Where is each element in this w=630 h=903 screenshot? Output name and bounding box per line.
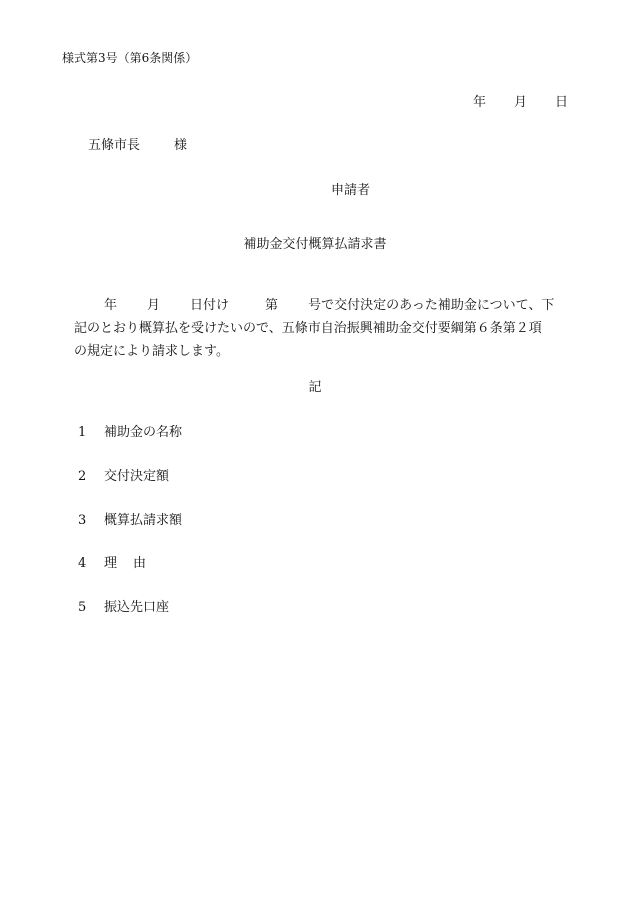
- document-title: 補助金交付概算払請求書: [243, 237, 387, 252]
- item-number: 3: [78, 513, 87, 528]
- item-name: 振込先口座: [104, 600, 170, 615]
- addressee: [88, 139, 187, 152]
- date-month-label: 月: [513, 95, 527, 110]
- body-date-suffix: 日付け: [190, 298, 230, 313]
- body-line-1-rest: 号で交付決定のあった補助金について、下: [308, 298, 555, 313]
- body-line-1: [74, 294, 564, 317]
- body-month-label: 月: [147, 298, 161, 313]
- addressee-honorific: 様: [174, 138, 188, 153]
- item-name-part-1: 理: [104, 556, 118, 571]
- addressee-name: 五條市長: [88, 138, 141, 153]
- item-name: 交付決定額: [104, 469, 170, 484]
- applicant-label: 申請者: [331, 183, 371, 198]
- item-name: 補助金の名称: [104, 425, 183, 440]
- list-item-bank-account: [78, 601, 169, 614]
- item-number: 4: [78, 556, 87, 571]
- list-item-grant-name: [78, 426, 182, 439]
- body-year-label: 年: [104, 298, 118, 313]
- form-number: 様式第3号（第6条関係）: [62, 51, 198, 65]
- body-line-2: 記のとおり概算払を受けたいので、五條市自治振興補助金交付要綱第６条第２項: [74, 321, 542, 336]
- item-number: 1: [78, 425, 87, 440]
- body-paragraph: [74, 294, 564, 363]
- item-number: 2: [78, 469, 87, 484]
- item-name-part-2: 由: [133, 556, 147, 571]
- date-day-label: 日: [554, 95, 568, 110]
- date-line: [473, 96, 568, 109]
- ki-heading: 記: [308, 380, 322, 395]
- list-item-decided-amount: [78, 470, 169, 483]
- list-item-reason: [78, 557, 146, 570]
- list-item-requested-amount: [78, 514, 182, 527]
- item-name: [104, 556, 146, 571]
- body-number-prefix: 第: [265, 298, 279, 313]
- date-year-label: 年: [472, 95, 486, 110]
- item-name: 概算払請求額: [104, 513, 183, 528]
- body-line-3: の規定により請求します。: [74, 344, 229, 359]
- item-number: 5: [78, 600, 87, 615]
